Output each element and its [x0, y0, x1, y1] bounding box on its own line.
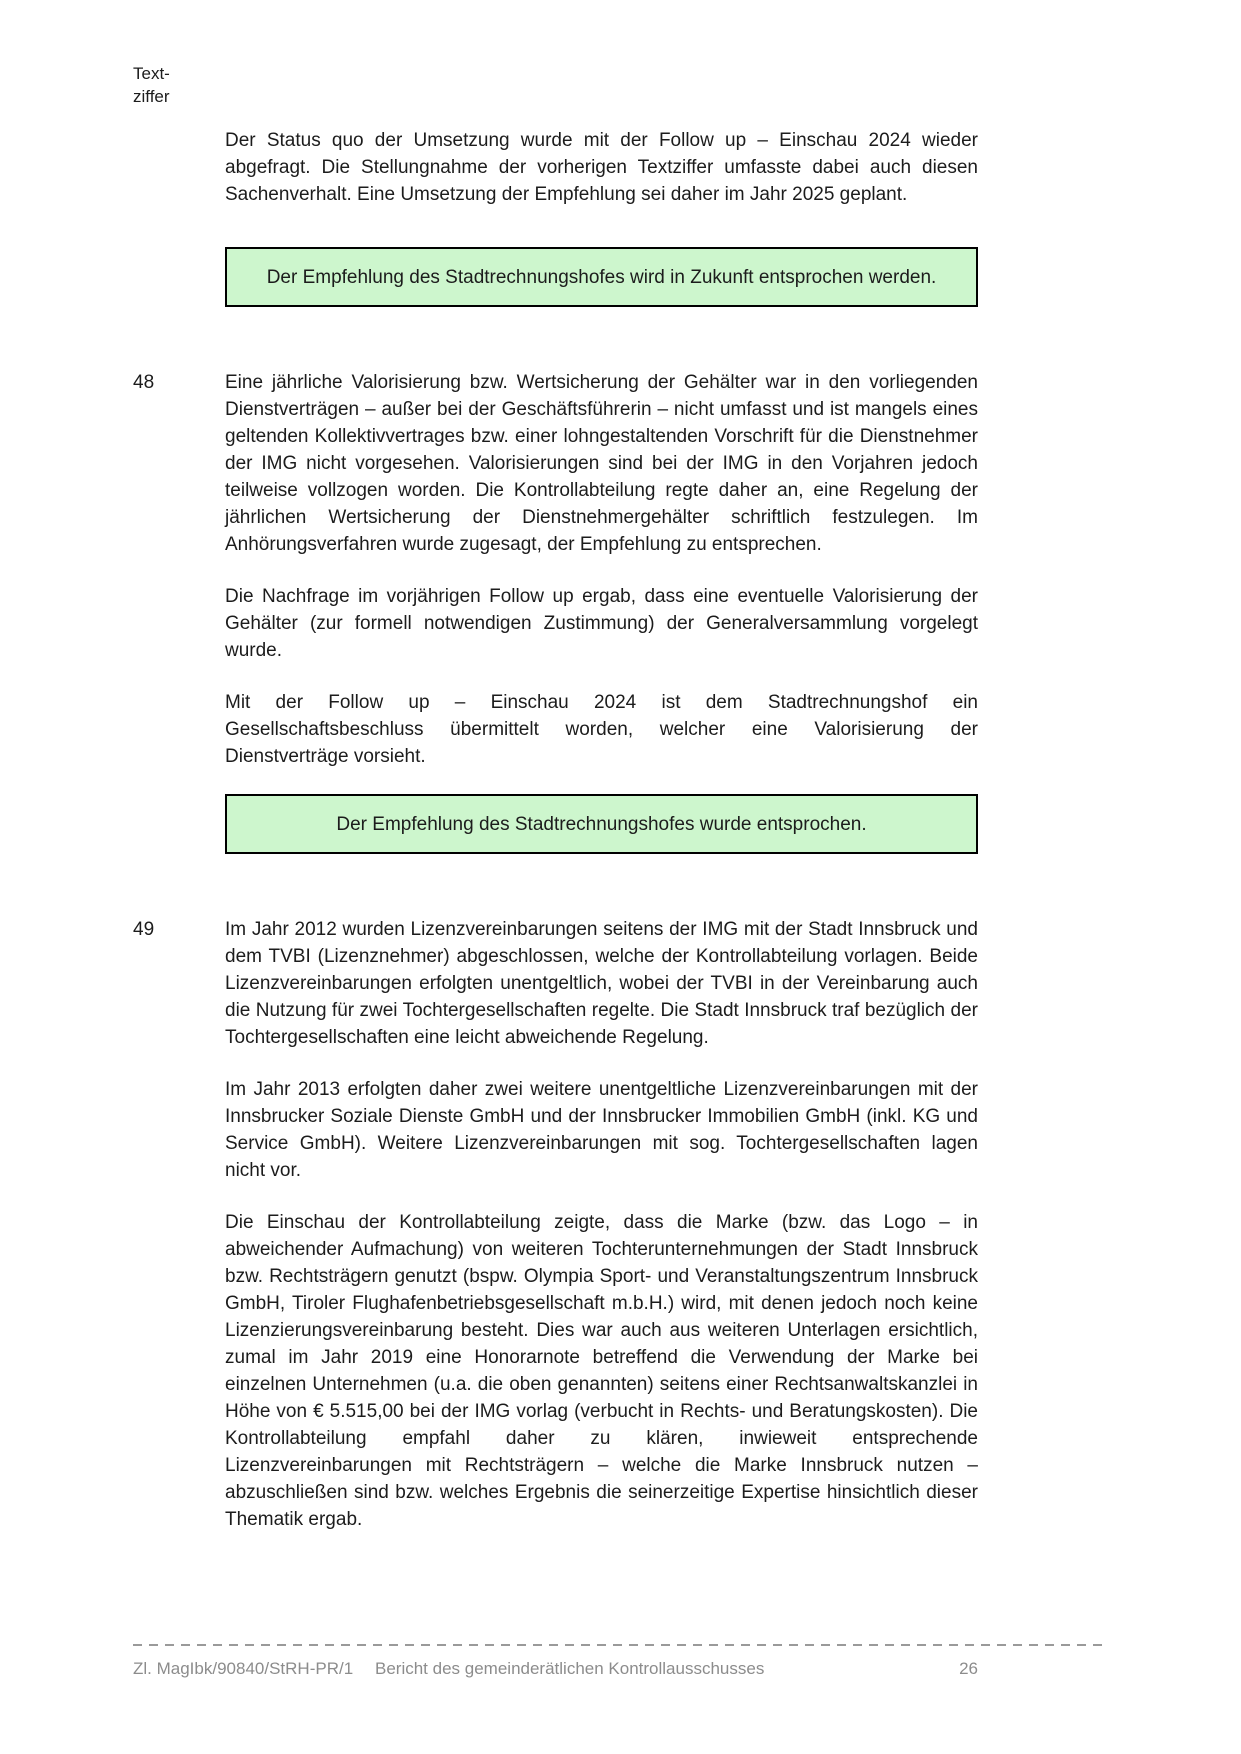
section-number: 48: [133, 372, 155, 393]
paragraph-nachfrage-followup: Die Nachfrage im vorjährigen Follow up ergab, dass eine eventuelle Valorisierung der Gehälter (zur formell notwendigen Zustimmung) der Generalversammlung vorgelegt wurde.: [225, 586, 978, 661]
paragraph-einschau-marke: Die Einschau der Kontrollabteilung zeigte, dass die Marke (bzw. das Logo – in abweichender Aufmachung) von weiteren Tochterunternehmungen der Stadt Innsbruck bzw. Rechtsträgern genutzt (bspw. Olympia Sport- und Veranstaltungszentrum Innsbruck GmbH, Tiroler Flughafenbetriebsgesellschaft m.b.H.) wird, mit denen jedoch noch keine Lizenzierungsvereinbarung besteht. Dies war auch aus weiteren Unterlagen ersichtlich, zumal im Jahr 2019 eine Honorarnote betreffend die Verwendung der Marke bei einzelnen Unternehmen (u.a. die oben genannten) seitens einer Rechtsanwaltskanzlei in Höhe von € 5.515,00 bei der IMG vorlag (verbucht in Rechts- und Beratungskosten). Die Kontrollabteilung empfahl daher zu klären, inwieweit entsprechende Lizenzvereinbarungen mit Rechtsträgern – welche die Marke Innsbruck nutzen – abzuschließen sind bzw. welches Ergebnis die seinerzeitige Expertise hinsichtlich dieser Thematik ergab.: [225, 1212, 978, 1530]
recommendation-box-text: Der Empfehlung des Stadtrechnungshofes wurde entsprochen.: [336, 813, 867, 835]
footer-page-number: 26: [959, 1659, 978, 1678]
section-49: [133, 916, 978, 1051]
section-48: [133, 369, 978, 558]
page-footer: [133, 1644, 1108, 1679]
recommendation-box: [225, 794, 978, 854]
paragraph-lizenzvereinbarungen-2012: Im Jahr 2012 wurden Lizenzvereinbarungen seitens der IMG mit der Stadt Innsbruck und dem TVBI (Lizenznehmer) abgeschlossen, welche der Kontrollabteilung vorlagen. Beide Lizenzvereinbarungen erfolgten unentgeltlich, wobei der TVBI in der Vereinbarung auch die Nutzung für zwei Tochtergesellschaften regelte. Die Stadt Innsbruck traf bezüglich der Tochtergesellschaften eine leicht abweichende Regelung.: [225, 919, 978, 1048]
footer-divider: [133, 1644, 1108, 1646]
footer-reference: Zl. MagIbk/90840/StRH-PR/1: [133, 1659, 354, 1678]
document-body: [133, 0, 978, 1533]
textziffer-column-header: [133, 62, 170, 108]
paragraph-lizenzvereinbarungen-2013: Im Jahr 2013 erfolgten daher zwei weitere unentgeltliche Lizenzvereinbarungen mit der Innsbrucker Soziale Dienste GmbH und der Innsbrucker Immobilien GmbH (inkl. KG und Service GmbH). Weitere Lizenzvereinbarungen mit sog. Tochtergesellschaften lagen nicht vor.: [225, 1079, 978, 1181]
footer-row: [133, 1659, 978, 1679]
textziffer-header-line1: Text-: [133, 64, 170, 83]
section-number: 49: [133, 919, 155, 940]
paragraph-valorisierung: Eine jährliche Valorisierung bzw. Wertsicherung der Gehälter war in den vorliegenden Dienstverträgen – außer bei der Geschäftsführerin – nicht umfasst und ist mangels eines geltenden Kollektivvertrages bzw. einer lohngestaltenden Vorschrift für die Dienstnehmer der IMG nicht vorgesehen. Valorisierungen sind bei der IMG in den Vorjahren jedoch teilweise vollzogen worden. Die Kontrollabteilung regte daher an, eine Regelung der jährlichen Wertsicherung der Dienstnehmergehälter schriftlich festzulegen. Im Anhörungsverfahren wurde zugesagt, der Empfehlung zu entsprechen.: [225, 372, 978, 555]
recommendation-box-text: Der Empfehlung des Stadtrechnungshofes wird in Zukunft entsprochen werden.: [266, 266, 937, 288]
footer-document-title: Bericht des gemeinderätlichen Kontrollausschusses: [375, 1659, 765, 1678]
recommendation-box: [225, 247, 978, 307]
paragraph-status-quo: Der Status quo der Umsetzung wurde mit der Follow up – Einschau 2024 wieder abgefragt. Die Stellungnahme der vorherigen Textziffer umfasste dabei auch diesen Sachenverhalt. Eine Umsetzung der Empfehlung sei daher im Jahr 2025 geplant.: [225, 130, 978, 205]
textziffer-header-line2: ziffer: [133, 87, 170, 106]
paragraph-gesellschaftsbeschluss: Mit der Follow up – Einschau 2024 ist dem Stadtrechnungshof ein Gesellschaftsbeschluss übermittelt worden, welcher eine Valorisierung der Dienstverträge vorsieht.: [225, 692, 978, 767]
